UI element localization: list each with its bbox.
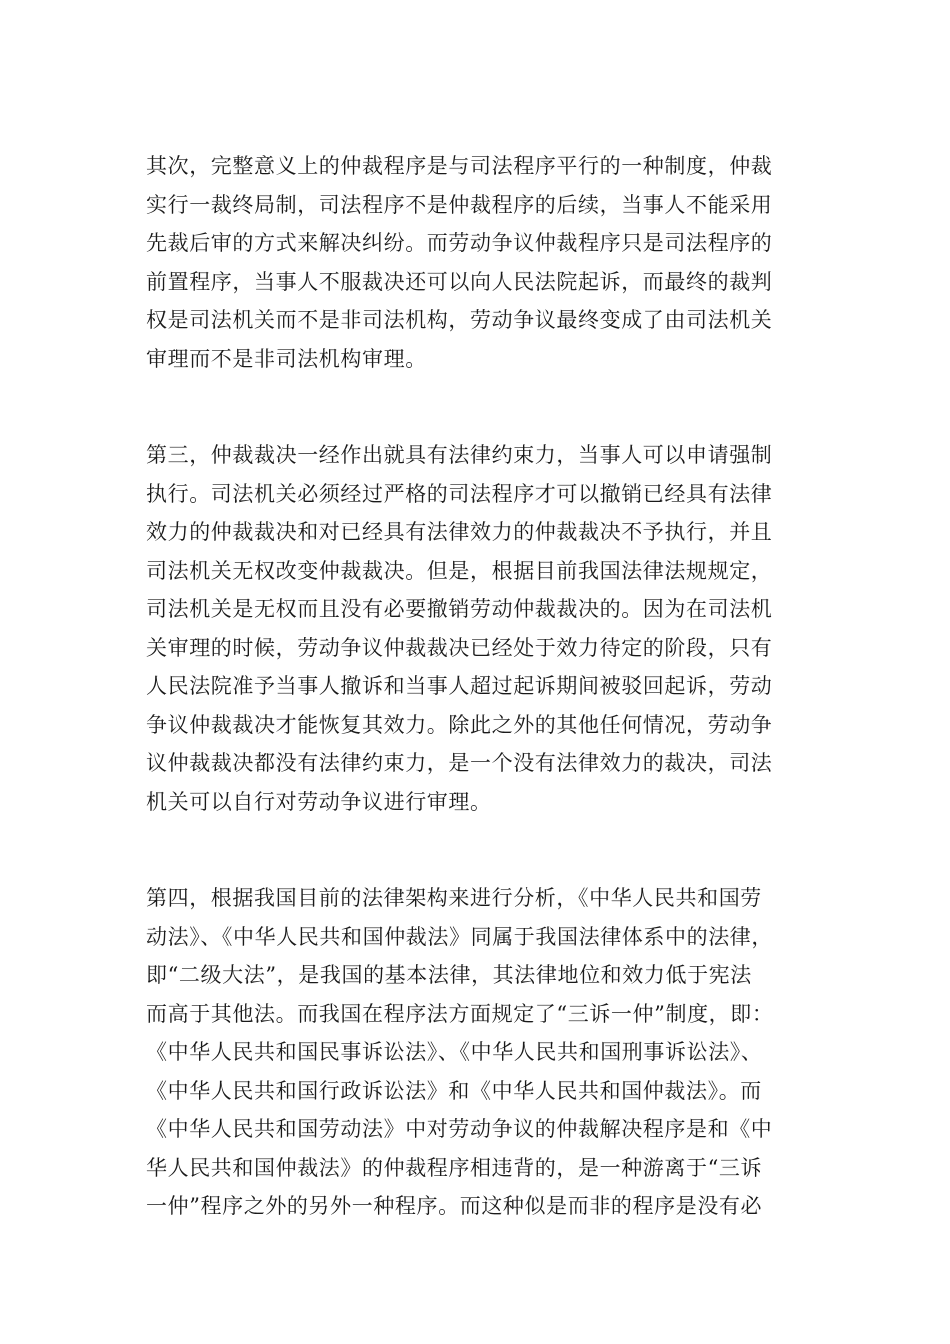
paragraph-third-point <box>146 436 806 821</box>
text-line: 一仲”程序之外的另外一种程序。而这种似是而非的程序是没有必 <box>146 1194 763 1218</box>
text-line: 《中华人民共和国民事诉讼法》、《中华人民共和国刑事诉讼法》、 <box>146 1040 763 1064</box>
text-line: 效力的仲裁裁决和对已经具有法律效力的仲裁裁决不予执行，并且 <box>146 520 773 544</box>
text-line: 第四，根据我国目前的法律架构来进行分析，《中华人民共和国劳 <box>146 886 762 910</box>
text-line: 审理而不是非司法机构审理。 <box>146 346 427 371</box>
text-line: 其次，完整意义上的仲裁程序是与司法程序平行的一种制度，仲裁 <box>146 154 773 178</box>
text-line: 执行。司法机关必须经过严格的司法程序才可以撤销已经具有法律 <box>146 481 773 506</box>
text-line: 《中华人民共和国行政诉讼法》和《中华人民共和国仲裁法》。而 <box>146 1078 762 1103</box>
text-line: 动法》、《中华人民共和国仲裁法》同属于我国法律体系中的法律， <box>146 924 773 949</box>
text-line: 先裁后审的方式来解决纠纷。而劳动争议仲裁程序只是司法程序的 <box>146 231 773 255</box>
text-line: 权是司法机关而不是非司法机构，劳动争议最终变成了由司法机关 <box>146 308 773 332</box>
paragraph-second-point <box>146 147 806 378</box>
text-line: 华人民共和国仲裁法》的仲裁程序相违背的，是一种游离于“三诉 <box>146 1155 763 1180</box>
text-line: 议仲裁裁决都没有法律约束力，是一个没有法律效力的裁决，司法 <box>146 751 773 775</box>
paragraph-fourth-point <box>146 879 806 1226</box>
text-line: 关审理的时候，劳动争议仲裁裁决已经处于效力待定的阶段，只有 <box>146 635 773 660</box>
text-line: 即“二级大法”，是我国的基本法律，其法律地位和效力低于宪法 <box>146 963 752 987</box>
text-line: 司法机关无权改变仲裁裁决。但是，根据目前我国法律法规规定， <box>146 558 773 583</box>
text-line: 第三，仲裁裁决一经作出就具有法律约束力，当事人可以申请强制 <box>146 443 773 467</box>
text-line: 《中华人民共和国劳动法》中对劳动争议的仲裁解决程序是和《中 <box>146 1117 773 1141</box>
text-line: 而高于其他法。而我国在程序法方面规定了“三诉一仲”制度，即： <box>146 1001 774 1026</box>
text-line: 实行一裁终局制，司法程序不是仲裁程序的后续，当事人不能采用 <box>146 192 773 217</box>
text-line: 机关可以自行对劳动争议进行审理。 <box>146 789 492 814</box>
text-line: 前置程序，当事人不服裁决还可以向人民法院起诉，而最终的裁判 <box>146 269 773 294</box>
text-line: 司法机关是无权而且没有必要撤销劳动仲裁裁决的。因为在司法机 <box>146 597 773 621</box>
text-line: 争议仲裁裁决才能恢复其效力。除此之外的其他任何情况，劳动争 <box>146 712 773 737</box>
text-line: 人民法院准予当事人撤诉和当事人超过起诉期间被驳回起诉，劳动 <box>146 674 773 698</box>
